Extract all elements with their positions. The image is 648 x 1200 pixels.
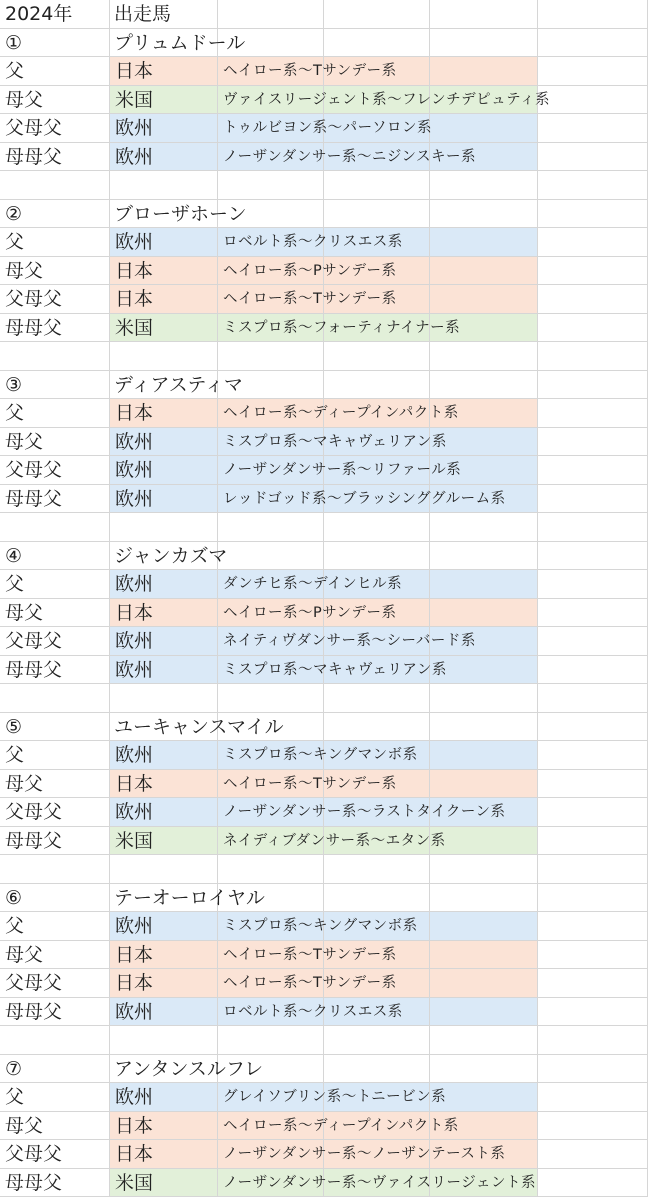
cell[interactable] — [430, 912, 538, 941]
pedigree-role: 父母父 — [5, 801, 63, 823]
cell[interactable] — [538, 827, 648, 856]
cell[interactable] — [430, 285, 538, 314]
pedigree-row — [0, 1083, 648, 1112]
pedigree-row — [0, 827, 648, 856]
spacer-row — [0, 1026, 648, 1055]
cell[interactable] — [324, 855, 430, 884]
pedigree-role: 母父 — [5, 943, 44, 966]
cell[interactable] — [538, 855, 648, 884]
horse-name: テーオーロイヤル — [114, 886, 265, 909]
cell[interactable] — [538, 456, 648, 485]
pedigree-region: 欧州 — [115, 487, 154, 510]
pedigree-role: 父母父 — [5, 117, 63, 139]
pedigree-row — [0, 399, 648, 428]
horse-number: ③ — [5, 373, 23, 396]
cell[interactable] — [430, 969, 538, 998]
cell[interactable] — [538, 342, 648, 371]
pedigree-row — [0, 969, 648, 998]
pedigree-role: 父 — [5, 402, 25, 424]
cell[interactable] — [430, 684, 538, 713]
pedigree-role: 父母父 — [5, 459, 63, 481]
pedigree-line: ヘイロー系～ディープインパクト系 — [223, 405, 459, 421]
header-title-cell: 出走馬 — [114, 3, 172, 25]
cell[interactable] — [0, 1026, 110, 1055]
pedigree-region: 欧州 — [115, 145, 154, 168]
pedigree-line: ネイディブダンサー系～エタン系 — [223, 832, 446, 849]
pedigree-row — [0, 798, 648, 827]
cell[interactable] — [324, 200, 430, 229]
cell[interactable] — [430, 257, 538, 286]
pedigree-line: ヘイロー系～Pサンデー系 — [223, 262, 397, 279]
pedigree-region: 欧州 — [115, 459, 154, 481]
cell[interactable] — [538, 542, 648, 571]
pedigree-line: レッドゴッド系～ブラッシンググルーム系 — [223, 490, 506, 507]
pedigree-role: 母父 — [5, 601, 44, 624]
pedigree-role: 父 — [5, 231, 25, 253]
pedigree-region: 欧州 — [115, 1000, 154, 1023]
cell[interactable] — [430, 114, 538, 143]
cell[interactable] — [538, 969, 648, 998]
pedigree-role: 父 — [5, 60, 25, 82]
cell[interactable] — [538, 485, 648, 514]
cell[interactable] — [110, 342, 218, 371]
pedigree-role: 父 — [5, 1086, 25, 1108]
cell[interactable] — [538, 713, 648, 742]
cell[interactable] — [218, 171, 324, 200]
cell[interactable] — [430, 599, 538, 628]
pedigree-region: 欧州 — [115, 231, 154, 253]
pedigree-role: 母父 — [5, 430, 44, 453]
cell[interactable] — [538, 428, 648, 457]
cell[interactable] — [538, 941, 648, 970]
horse-name: アンタンスルフレ — [114, 1057, 264, 1080]
pedigree-row — [0, 741, 648, 770]
pedigree-line: ミスプロ系～キングマンボ系 — [223, 747, 418, 763]
pedigree-row — [0, 1112, 648, 1141]
cell[interactable] — [430, 855, 538, 884]
cell[interactable] — [538, 998, 648, 1027]
cell[interactable] — [538, 1083, 648, 1112]
pedigree-line: ノーザンダンサー系～ノーザンテースト系 — [223, 1146, 506, 1162]
horse-name: プリュムドール — [114, 31, 246, 54]
spacer-row — [0, 513, 648, 542]
pedigree-row — [0, 485, 648, 514]
cell[interactable] — [430, 741, 538, 770]
pedigree-role: 母母父 — [5, 145, 63, 168]
cell[interactable] — [218, 542, 324, 571]
cell[interactable] — [538, 200, 648, 229]
pedigree-line: ノーザンダンサー系～ヴァイスリージェント系 — [223, 1174, 536, 1191]
cell[interactable] — [324, 1055, 430, 1084]
cell[interactable] — [0, 684, 110, 713]
cell[interactable] — [430, 1055, 538, 1084]
pedigree-role: 父母父 — [5, 1143, 63, 1165]
cell[interactable] — [430, 371, 538, 400]
pedigree-line: ミスプロ系～マキャヴェリアン系 — [223, 433, 447, 450]
cell[interactable] — [324, 342, 430, 371]
pedigree-region: 欧州 — [115, 630, 154, 652]
year-cell: 2024年 — [5, 3, 73, 25]
pedigree-row — [0, 998, 648, 1027]
cell[interactable] — [324, 1026, 430, 1055]
cell[interactable] — [324, 713, 430, 742]
pedigree-line: ネイティヴダンサー系～シーバード系 — [223, 633, 476, 649]
cell[interactable] — [538, 627, 648, 656]
pedigree-line: ヘイロー系～Tサンデー系 — [223, 946, 397, 963]
pedigree-region: 米国 — [115, 1171, 154, 1194]
cell[interactable] — [430, 228, 538, 257]
pedigree-row — [0, 285, 648, 314]
pedigree-role: 母母父 — [5, 1171, 63, 1194]
cell[interactable] — [218, 684, 324, 713]
cell[interactable] — [430, 941, 538, 970]
horse-header-row — [0, 884, 648, 913]
pedigree-role: 母父 — [5, 259, 44, 282]
horse-name: ジャンカズマ — [114, 544, 228, 567]
pedigree-line: ロベルト系～クリスエス系 — [223, 234, 403, 250]
pedigree-role: 父母父 — [5, 972, 63, 994]
pedigree-role: 父 — [5, 744, 25, 766]
cell[interactable] — [0, 513, 110, 542]
pedigree-region: 日本 — [115, 772, 154, 795]
cell[interactable] — [430, 884, 538, 913]
pedigree-region: 日本 — [115, 943, 154, 966]
pedigree-row — [0, 941, 648, 970]
pedigree-region: 日本 — [115, 288, 154, 310]
pedigree-line: ノーザンダンサー系～ニジンスキー系 — [223, 148, 477, 165]
horse-number: ⑤ — [5, 715, 23, 738]
pedigree-role: 母母父 — [5, 316, 63, 339]
cell[interactable] — [538, 599, 648, 628]
cell[interactable] — [324, 0, 430, 29]
horse-header-row — [0, 200, 648, 229]
cell[interactable] — [218, 513, 324, 542]
cell[interactable] — [538, 741, 648, 770]
spacer-row — [0, 171, 648, 200]
cell[interactable] — [110, 855, 218, 884]
cell[interactable] — [430, 57, 538, 86]
pedigree-row — [0, 1140, 648, 1169]
pedigree-line: ヘイロー系～Tサンデー系 — [223, 975, 397, 991]
pedigree-region: 日本 — [115, 259, 154, 282]
cell[interactable] — [430, 827, 538, 856]
cell[interactable] — [218, 0, 324, 29]
cell[interactable] — [538, 912, 648, 941]
cell[interactable] — [538, 513, 648, 542]
pedigree-role: 母母父 — [5, 658, 63, 681]
spacer-row — [0, 855, 648, 884]
pedigree-row — [0, 770, 648, 799]
pedigree-role: 父 — [5, 573, 25, 595]
pedigree-region: 日本 — [115, 60, 154, 82]
cell[interactable] — [110, 684, 218, 713]
pedigree-region: 欧州 — [115, 915, 154, 937]
horse-name: ディアスティマ — [114, 373, 243, 396]
cell[interactable] — [324, 371, 430, 400]
pedigree-row — [0, 86, 648, 115]
cell[interactable] — [218, 855, 324, 884]
pedigree-region: 欧州 — [115, 117, 154, 139]
pedigree-line: ヘイロー系～Tサンデー系 — [223, 291, 397, 307]
cell[interactable] — [324, 884, 430, 913]
cell[interactable] — [538, 1055, 648, 1084]
pedigree-row — [0, 1169, 648, 1198]
horse-header-row — [0, 371, 648, 400]
pedigree-role: 父母父 — [5, 288, 63, 310]
cell[interactable] — [110, 1026, 218, 1055]
cell[interactable] — [538, 399, 648, 428]
cell[interactable] — [430, 570, 538, 599]
cell[interactable] — [538, 86, 648, 115]
pedigree-line: ヘイロー系～ディープインパクト系 — [223, 1117, 459, 1134]
pedigree-role: 母母父 — [5, 829, 63, 852]
pedigree-line: ノーザンダンサー系～ラストタイクーン系 — [223, 804, 506, 820]
pedigree-region: 欧州 — [115, 801, 154, 823]
cell[interactable] — [538, 0, 648, 29]
pedigree-role: 父母父 — [5, 630, 63, 652]
cell[interactable] — [538, 228, 648, 257]
pedigree-region: 米国 — [115, 829, 154, 852]
pedigree-line: ヘイロー系～Tサンデー系 — [223, 775, 397, 792]
pedigree-row — [0, 257, 648, 286]
cell[interactable] — [430, 998, 538, 1027]
cell[interactable] — [430, 513, 538, 542]
cell[interactable] — [218, 1026, 324, 1055]
pedigree-row — [0, 114, 648, 143]
pedigree-region: 欧州 — [115, 430, 154, 453]
cell[interactable] — [430, 171, 538, 200]
cell[interactable] — [538, 884, 648, 913]
cell[interactable] — [324, 684, 430, 713]
cell[interactable] — [538, 171, 648, 200]
cell[interactable] — [0, 171, 110, 200]
cell[interactable] — [430, 1026, 538, 1055]
pedigree-row — [0, 570, 648, 599]
cell[interactable] — [538, 684, 648, 713]
cell[interactable] — [538, 314, 648, 343]
cell[interactable] — [324, 29, 430, 58]
cell[interactable] — [324, 171, 430, 200]
pedigree-role: 母母父 — [5, 1000, 63, 1023]
horse-number: ⑥ — [5, 886, 23, 909]
cell[interactable] — [538, 57, 648, 86]
pedigree-row — [0, 428, 648, 457]
pedigree-row — [0, 314, 648, 343]
cell[interactable] — [430, 713, 538, 742]
pedigree-region: 日本 — [115, 972, 154, 994]
pedigree-region: 欧州 — [115, 658, 154, 681]
pedigree-region: 欧州 — [115, 744, 154, 766]
pedigree-region: 日本 — [115, 1114, 154, 1137]
pedigree-row — [0, 228, 648, 257]
pedigree-row — [0, 456, 648, 485]
horse-name: ユーキャンスマイル — [114, 715, 284, 738]
pedigree-line: ノーザンダンサー系～リファール系 — [223, 462, 462, 478]
cell[interactable] — [538, 257, 648, 286]
header-row — [0, 0, 648, 29]
cell[interactable] — [324, 542, 430, 571]
cell[interactable] — [538, 798, 648, 827]
pedigree-line: ヴァイスリージェント系～フレンチデピュティ系 — [223, 91, 551, 108]
cell[interactable] — [538, 1169, 648, 1198]
horse-number: ④ — [5, 544, 23, 567]
cell[interactable] — [0, 342, 110, 371]
pedigree-line: ミスプロ系～キングマンボ系 — [223, 918, 418, 934]
pedigree-row — [0, 627, 648, 656]
horse-number: ① — [5, 31, 23, 54]
cell[interactable] — [218, 342, 324, 371]
pedigree-role: 母父 — [5, 88, 44, 111]
pedigree-region: 米国 — [115, 88, 154, 111]
cell[interactable] — [538, 371, 648, 400]
cell[interactable] — [110, 513, 218, 542]
cell[interactable] — [538, 770, 648, 799]
cell[interactable] — [430, 29, 538, 58]
cell[interactable] — [538, 570, 648, 599]
pedigree-line: ヘイロー系～Tサンデー系 — [223, 63, 397, 79]
cell[interactable] — [430, 542, 538, 571]
cell[interactable] — [538, 143, 648, 172]
cell[interactable] — [538, 1026, 648, 1055]
cell[interactable] — [430, 1083, 538, 1112]
cell[interactable] — [430, 770, 538, 799]
cell[interactable] — [110, 171, 218, 200]
pedigree-line: ロベルト系～クリスエス系 — [223, 1003, 403, 1020]
horse-number: ② — [5, 202, 23, 225]
pedigree-line: ミスプロ系～フォーティナイナー系 — [223, 319, 461, 336]
pedigree-role: 母父 — [5, 772, 44, 795]
pedigree-row — [0, 143, 648, 172]
pedigree-role: 父 — [5, 915, 25, 937]
pedigree-line: ダンチヒ系～デインヒル系 — [223, 576, 403, 592]
pedigree-row — [0, 599, 648, 628]
horse-header-row — [0, 29, 648, 58]
pedigree-line: ヘイロー系～Pサンデー系 — [223, 604, 397, 621]
cell[interactable] — [538, 285, 648, 314]
cell[interactable] — [538, 1140, 648, 1169]
horse-name: ブローザホーン — [114, 202, 247, 225]
cell[interactable] — [538, 656, 648, 685]
cell[interactable] — [324, 513, 430, 542]
cell[interactable] — [430, 200, 538, 229]
pedigree-line: トゥルビヨン系～パーソロン系 — [223, 120, 433, 136]
cell[interactable] — [0, 855, 110, 884]
cell[interactable] — [538, 29, 648, 58]
cell[interactable] — [430, 0, 538, 29]
pedigree-row — [0, 912, 648, 941]
cell[interactable] — [538, 1112, 648, 1141]
pedigree-line: グレイソブリン系～トニービン系 — [223, 1089, 447, 1105]
pedigree-region: 日本 — [115, 601, 154, 624]
horse-number: ⑦ — [5, 1057, 23, 1080]
pedigree-region: 欧州 — [115, 1086, 154, 1108]
horse-header-row — [0, 1055, 648, 1084]
pedigree-row — [0, 57, 648, 86]
spacer-row — [0, 342, 648, 371]
horse-header-row — [0, 542, 648, 571]
horse-header-row — [0, 713, 648, 742]
pedigree-role: 母母父 — [5, 487, 63, 510]
pedigree-row — [0, 656, 648, 685]
cell[interactable] — [538, 114, 648, 143]
pedigree-region: 米国 — [115, 316, 154, 339]
pedigree-region: 日本 — [115, 402, 154, 424]
pedigree-role: 母父 — [5, 1114, 44, 1137]
pedigree-line: ミスプロ系～マキャヴェリアン系 — [223, 661, 447, 678]
pedigree-region: 日本 — [115, 1143, 154, 1165]
spacer-row — [0, 684, 648, 713]
cell[interactable] — [430, 342, 538, 371]
pedigree-region: 欧州 — [115, 573, 154, 595]
